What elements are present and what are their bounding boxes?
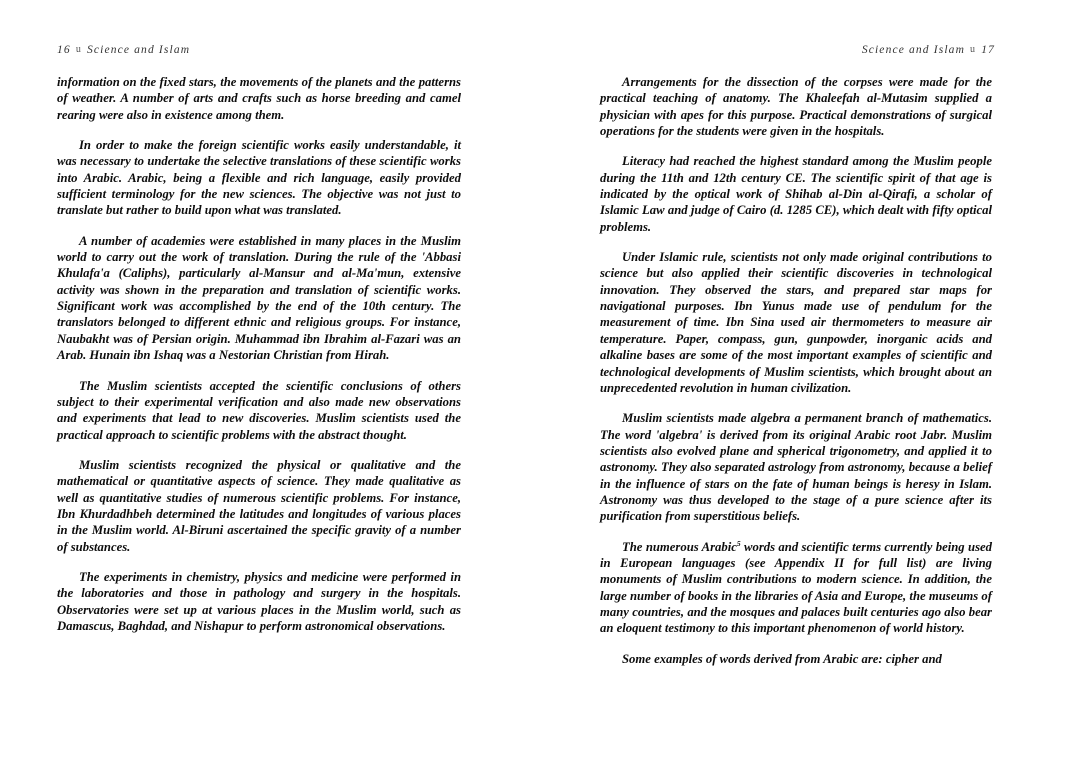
running-head-title-right: Science and Islam (861, 44, 966, 56)
left-column-body-text (57, 74, 461, 634)
paragraph: Muslim scientists recognized the physical or qualitative and the mathematical or quantitative aspects of science. They made qualitative as well as quantitative studies of numerous scientific problems. For instance, Ibn Khurdadhbeh determined the latitudes and longitudes of various places in the Muslim world. Al-Biruni ascertained the specific gravity of a number of substances. (57, 457, 461, 554)
paragraph: In order to make the foreign scientific works easily understandable, it was necessary to undertake the selective translations of these scientific works into Arabic. Arabic, being a flexible and rich language, easily provided sufficient terminology for the new sciences. The objective was not just to translate but rather to build upon what was translated. (57, 138, 461, 218)
paragraph: information on the fixed stars, the movements of the planets and the patterns of weather. A number of arts and crafts such as horse breeding and camel rearing were also in existence among them. (57, 75, 461, 122)
page-number-right: 17 (981, 44, 995, 56)
running-head-left (57, 44, 190, 56)
paragraph: Some examples of words derived from Arabic are: cipher and (622, 651, 942, 666)
paragraph: Literacy had reached the highest standard among the Muslim people during the 11th and 12th century CE. The scientific spirit of that age is indicated by the optical work of Shihab al-Din al-Qirafi, a scholar of Islamic Law and judge of Cairo (d. 1285 CE), which dealt with fifty optical problems. (600, 154, 992, 234)
paragraph: The Muslim scientists accepted the scientific conclusions of others subject to their experimental verification and also made new observations and experiments that lead to new discoveries. Muslim scientists used the practical approach to scientific problems with the abstract thought. (57, 378, 461, 442)
paragraph: The numerous Arabic$^5$ words and scientific terms currently being used in European languages (see Appendix II for full list) are living monuments of Muslim contributions to modern science. In addition, the large number of books in the libraries of Asia and Europe, the museums of many countries, and the mosques and palaces built centuries ago also bear an eloquent testimony to this important phenomenon of world history. (600, 538, 992, 636)
paragraph: A number of academies were established in many places in the Muslim world to carry out the work of translation. During the rule of the 'Abbasi Khulafa'a (Caliphs), particularly al-Mansur and al-Ma'mun, extensive activity was shown in the preparation and translation of scientific works. Significant work was accomplished by the end of the 10th century. The translators belonged to different ethnic and religious groups. For instance, Naubakht was of Persian origin. Muhammad ibn Ibrahim al-Fazari was an Arab. Hunain ibn Ishaq was a Nestorian Christian from Hirah. (57, 233, 461, 363)
right-column-body-text (600, 74, 992, 667)
running-head-separator-icon: u (970, 44, 977, 55)
running-head-title-left: Science and Islam (86, 44, 191, 56)
running-head-right (862, 44, 995, 56)
paragraph: The experiments in chemistry, physics and medicine were performed in the laboratories and those in pathology and surgery in the hospitals. Observatories were set up at various places in the Muslim world, such as Damascus, Baghdad, and Nishapur to perform astronomical observations. (57, 569, 461, 633)
page-number-left: 16 (57, 44, 71, 56)
paragraph: Muslim scientists made algebra a permanent branch of mathematics. The word 'algebra' is derived from its original Arabic root Jabr. Muslim scientists also evolved plane and spherical trigonometry, and applied it to astronomy. They also separated astrology from astronomy, because a belief in the influence of stars on the fate of human beings is heresy in Islam. Astronomy was thus developed to the stage of a pure science after its purification from superstitious beliefs. (600, 411, 992, 524)
paragraph: Arrangements for the dissection of the corpses were made for the practical teaching of anatomy. The Khaleefah al-Mutasim supplied a physician with apes for this purpose. Practical demonstrations of surgical operations for the students were given in the hospitals. (600, 75, 992, 139)
paragraph: Under Islamic rule, scientists not only made original contributions to science but also applied their scientific discoveries in technological innovation. They observed the stars, and prepared star maps for navigational purposes. Ibn Yunus made use of pendulum for the measurement of time. Ibn Sina used air thermometers to measure air temperature. Paper, compass, gun, gunpowder, inorganic acids and alkaline bases are some of the most important examples of scientific and technological developments of Muslim scientists, which brought about an unprecedented revolution in human civilization. (600, 250, 992, 395)
running-head-separator-icon: u (75, 44, 82, 55)
